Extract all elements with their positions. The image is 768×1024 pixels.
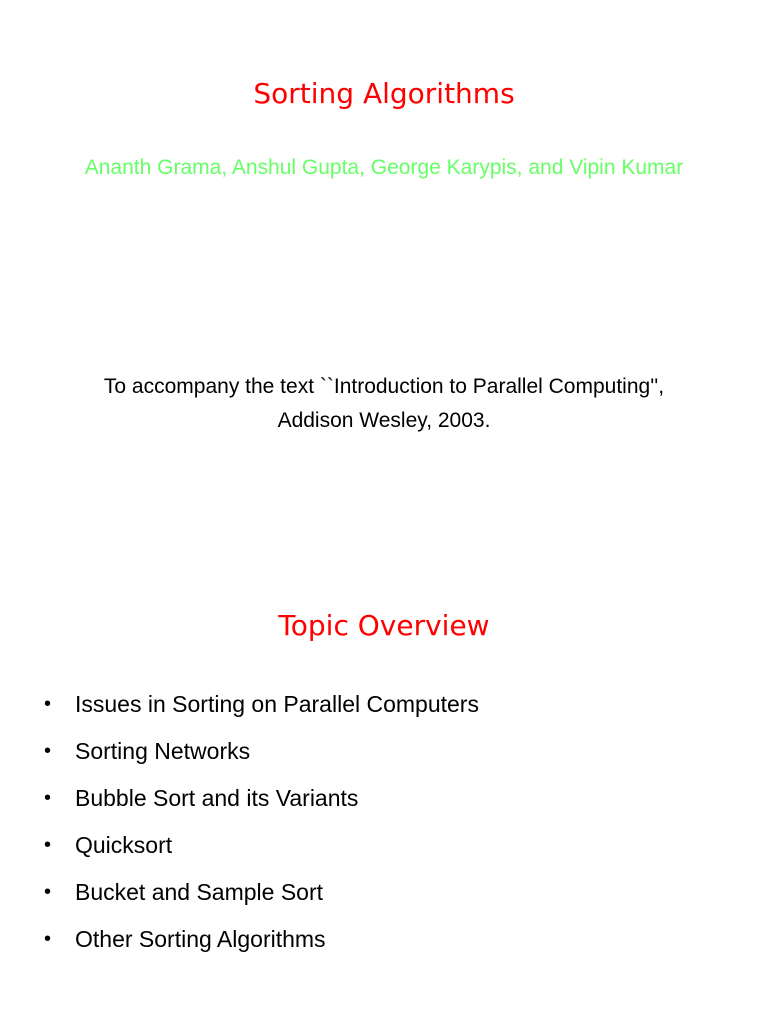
authors-line: Ananth Grama, Anshul Gupta, George Karypis, and Vipin Kumar <box>84 156 684 179</box>
list-item-text: Sorting Networks <box>75 738 251 764</box>
bullet-icon: • <box>44 881 52 903</box>
list-item-text: Bubble Sort and its Variants <box>75 785 359 811</box>
accompany-line-2: Addison Wesley, 2003. <box>277 409 491 432</box>
slide-title: Sorting Algorithms <box>253 77 515 110</box>
accompany-note <box>60 370 708 438</box>
bullet-icon: • <box>44 693 52 715</box>
overview-slide <box>0 560 768 1024</box>
bullet-icon: • <box>44 787 52 809</box>
slide-title: Topic Overview <box>278 609 490 642</box>
list-item-text: Quicksort <box>75 832 173 858</box>
list-item-text: Issues in Sorting on Parallel Computers <box>75 691 479 717</box>
bullet-icon: • <box>44 928 52 950</box>
accompany-line-1: To accompany the text ``Introduction to Parallel Computing'', <box>103 375 665 398</box>
bullet-icon: • <box>44 834 52 856</box>
bullet-icon: • <box>44 740 52 762</box>
list-item-text: Bucket and Sample Sort <box>75 879 324 905</box>
list-item-text: Other Sorting Algorithms <box>75 926 326 952</box>
